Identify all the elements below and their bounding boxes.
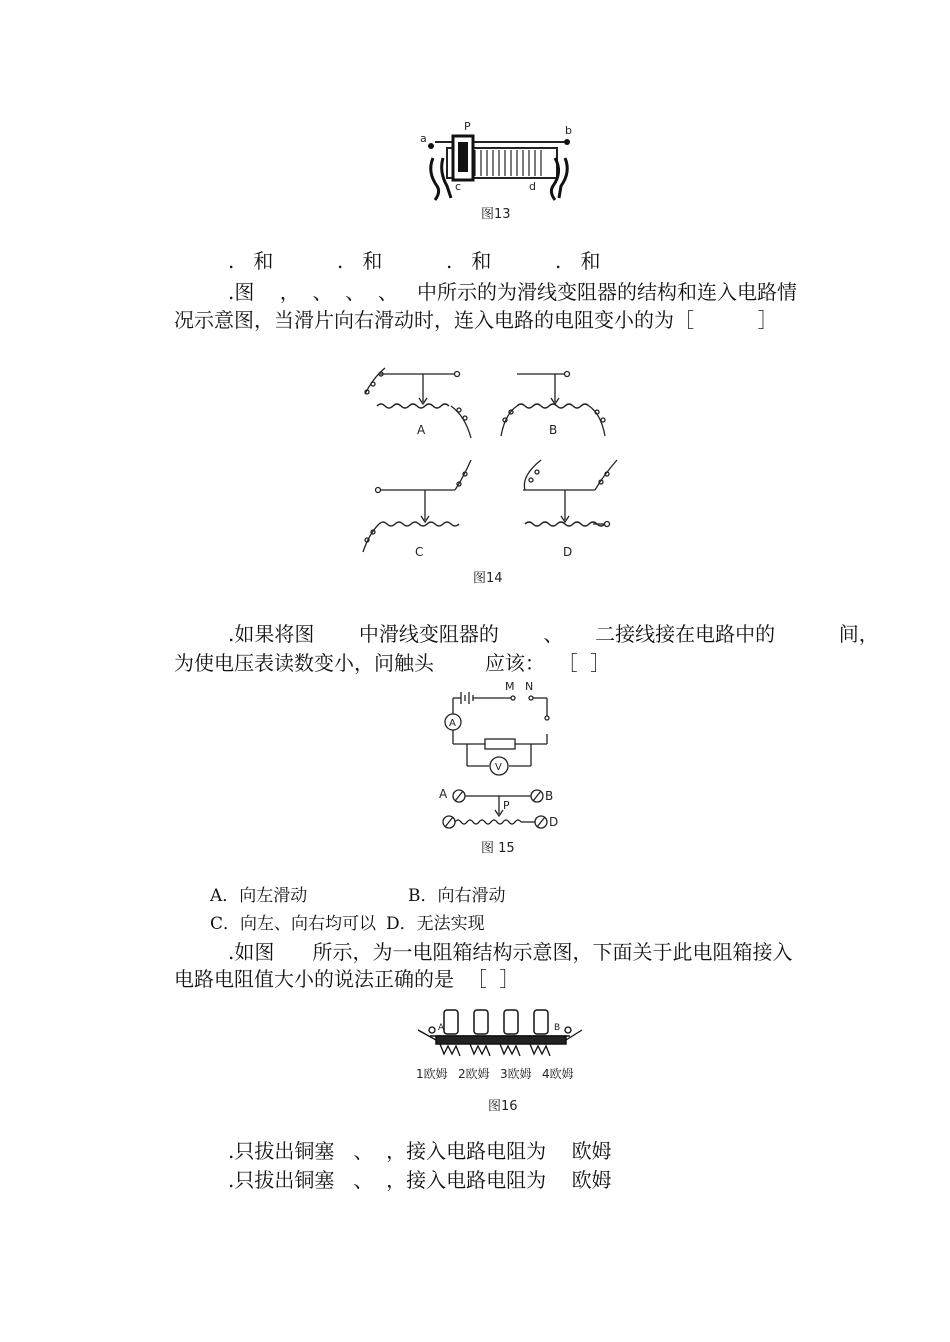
fig15-label-n: N [525,680,534,693]
fig16-resistor-3: 3欧姆 [500,1067,532,1081]
q15-option-2: .只拔出铜塞 、 ，接入电路电阻为 欧姆 [228,1168,612,1192]
q14-option-a: A．向左滑动 [210,886,308,906]
q15-option-1: .只拔出铜塞 、 ，接入电路电阻为 欧姆 [228,1139,612,1163]
q14-option-d: D．无法实现 [386,914,485,934]
fig16-terminal-b: B [554,1023,561,1033]
fig16-caption: 图16 [488,1099,518,1114]
q14-stem-line1: .如果将图 中滑线变阻器的 、 二接线接在电路中的 间， [228,622,879,646]
q14-stem-line2: 为使电压表读数变小，问触头 应该： ［ ］ [174,651,611,675]
q15-stem-line1: .如图 所示，为一电阻箱结构示意图，下面关于此电阻箱接入 [228,940,793,964]
q14-option-c: C．向左、向右均可以 [210,914,377,934]
fig16-resistor-4: 4欧姆 [542,1067,574,1081]
fig14-caption: 图14 [473,571,503,586]
figure-16-resistance-box [410,1000,590,1120]
q14-option-b: B．向右滑动 [408,886,506,906]
fig13-label-d: d [529,180,536,193]
fig15-label-m: M [505,680,515,693]
fig13-label-p: P [464,120,471,133]
fig15-label-d: D [549,815,559,829]
fig14-panel-d-label: D [563,545,573,559]
q13-stem-line1: .图 ， 、 、 、 中所示的为滑线变阻器的结构和连入电路情 [228,280,798,304]
figure-13-rheostat [415,118,580,228]
fig13-label-c: c [455,180,462,193]
figure-14-rheostat-connections [355,362,625,592]
fig13-caption: 图13 [481,207,511,222]
fig15-ammeter-label: A [449,718,456,729]
fig14-panel-c-label: C [415,545,424,559]
q15-stem-line2: 电路电阻值大小的说法正确的是 ［ ］ [174,967,520,991]
fig16-resistor-2: 2欧姆 [458,1067,490,1081]
fig15-voltmeter-label: V [495,762,502,773]
fig16-terminal-a: A [438,1023,445,1033]
fig13-label-b: b [565,124,572,137]
fig15-caption: 图 15 [481,841,515,856]
fig15-label-p: P [503,799,510,812]
figure-15-circuit [435,678,585,858]
q13-options-line: . 和 . 和 . 和 . 和 [228,249,601,273]
fig15-label-a: A [439,787,448,801]
fig16-resistor-1: 1欧姆 [416,1067,448,1081]
q13-stem-line2: 况示意图，当滑片向右滑动时，连入电路的电阻变小的为［ ］ [174,308,778,332]
fig13-label-a: a [420,132,427,145]
fig14-panel-b-label: B [549,423,558,437]
fig15-label-b: B [545,789,554,803]
fig14-panel-a-label: A [417,423,426,437]
